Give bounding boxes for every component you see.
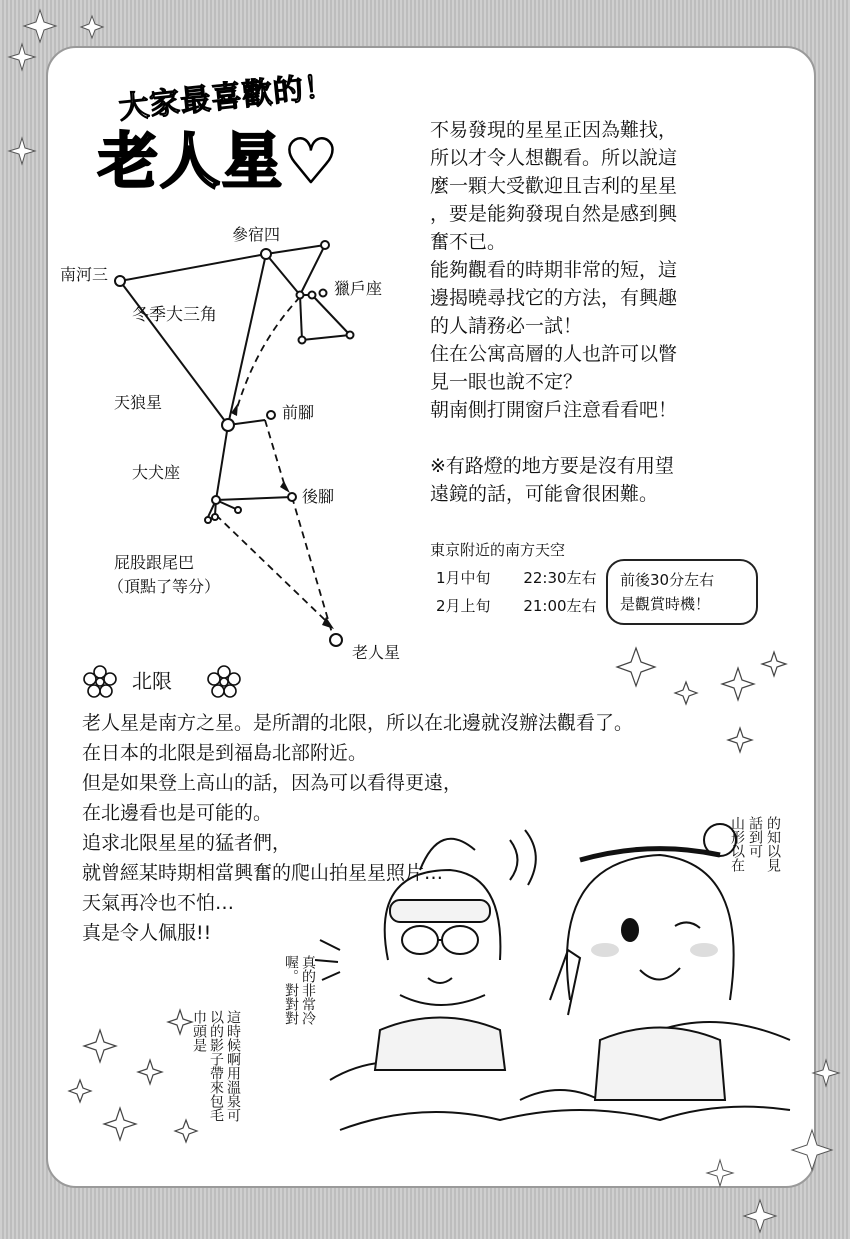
star-hind-leg bbox=[288, 493, 296, 501]
label-canis-major: 大犬座 bbox=[132, 463, 181, 482]
speech-right: 山形以在 bbox=[729, 816, 745, 872]
speech-left: 這時候啊用溫泉可以的影子帶來包毛巾頭是 bbox=[191, 1010, 241, 1122]
star-betelgeuse bbox=[261, 249, 271, 259]
star-procyon bbox=[115, 276, 125, 286]
dashed-guide-hind bbox=[292, 497, 332, 633]
intro-line: 見一眼也說不定？ bbox=[430, 371, 583, 393]
bubble-line: 是觀賞時機！ bbox=[620, 595, 711, 613]
section-line: 老人星是南方之星。是所謂的北限，所以在北邊就沒辦法觀看了。 bbox=[82, 712, 634, 734]
time-row-2 bbox=[436, 592, 597, 620]
intro-line: 所以才令人想觀看。所以說這 bbox=[430, 147, 678, 169]
line-betelgeuse-procyon bbox=[120, 254, 266, 281]
note-line: ※有路燈的地方要是沒有用望 bbox=[430, 455, 674, 477]
speech-middle: 真的非常冷喔。對對對 bbox=[283, 955, 316, 1025]
dashed-guide-orion bbox=[235, 297, 300, 415]
section-title: 北限 bbox=[132, 669, 172, 693]
section-line: 追求北限星星的猛者們， bbox=[82, 832, 292, 854]
star-front-leg bbox=[267, 411, 275, 419]
label-tail-note: （頂點了等分） bbox=[108, 577, 221, 596]
note-line: 遠鏡的話，可能會很困難。 bbox=[430, 483, 659, 505]
label-canopus: 老人星 bbox=[352, 643, 401, 662]
label-front-leg: 前腳 bbox=[282, 403, 315, 422]
section-line: 就曾經某時期相當興奮的爬山拍星星照片… bbox=[82, 862, 444, 884]
intro-line: 不易發現的星星正因為難找， bbox=[430, 119, 678, 141]
line-betelgeuse-sirius bbox=[228, 254, 266, 425]
page-subtitle: 大家最喜歡的！ bbox=[117, 68, 337, 127]
hot-spring-illustration bbox=[300, 800, 800, 1160]
intro-paragraph bbox=[430, 116, 677, 424]
label-betelgeuse: 參宿四 bbox=[232, 225, 281, 244]
time-row-1 bbox=[436, 564, 597, 592]
flower-icon bbox=[80, 662, 120, 702]
intro-line: 麼一顆大受歡迎且吉利的星星 bbox=[430, 175, 678, 197]
time-month: 2月上旬 bbox=[436, 597, 491, 615]
intro-line: 的人請務必一試！ bbox=[430, 315, 583, 337]
intro-line: ，要是能夠發現自然是感到興 bbox=[430, 203, 678, 225]
flower-icon bbox=[204, 662, 244, 702]
section-line: 在北邊看也是可能的。 bbox=[82, 802, 273, 824]
page-title: 老人星♥ bbox=[98, 127, 340, 197]
star-sirius bbox=[222, 419, 234, 431]
speech-right: 的知以見 bbox=[765, 816, 781, 872]
section-line: 真是令人佩服!! bbox=[82, 922, 212, 944]
label-winter-triangle: 冬季大三角 bbox=[132, 305, 217, 325]
speech-right: 話到可 bbox=[747, 816, 763, 858]
label-procyon: 南河三 bbox=[60, 265, 109, 284]
dashed-guide-tail bbox=[216, 515, 325, 620]
lighting-note bbox=[430, 452, 674, 508]
section-line: 在日本的北限是到福島北部附近。 bbox=[82, 742, 368, 764]
bubble-line: 前後30分左右 bbox=[620, 571, 715, 589]
intro-line: 朝南側打開窗戶注意看看吧！ bbox=[430, 399, 678, 421]
time-value: 21:00左右 bbox=[523, 597, 597, 615]
viewing-tip-bubble bbox=[606, 559, 758, 625]
times-heading: 東京附近的南方天空 bbox=[430, 541, 566, 559]
label-orion: 獵戶座 bbox=[334, 279, 383, 298]
star-canopus bbox=[330, 634, 342, 646]
section-line: 天氣再冷也不怕… bbox=[82, 892, 235, 914]
intro-line: 邊揭曉尋找它的方法，有興趣 bbox=[430, 287, 678, 309]
label-tail: 屁股跟尾巴 bbox=[114, 553, 195, 572]
time-month: 1月中旬 bbox=[436, 569, 491, 587]
intro-line: 住在公寓高層的人也許可以瞥 bbox=[430, 343, 678, 365]
dashed-guide-front bbox=[265, 420, 286, 490]
label-sirius: 天狼星 bbox=[114, 393, 163, 412]
section-line: 但是如果登上高山的話，因為可以看得更遠， bbox=[82, 772, 463, 794]
label-hind-leg: 後腳 bbox=[302, 487, 335, 506]
intro-line: 奮不已。 bbox=[430, 231, 507, 253]
intro-line: 能夠觀看的時期非常的短，這 bbox=[430, 259, 678, 281]
time-value: 22:30左右 bbox=[523, 569, 597, 587]
